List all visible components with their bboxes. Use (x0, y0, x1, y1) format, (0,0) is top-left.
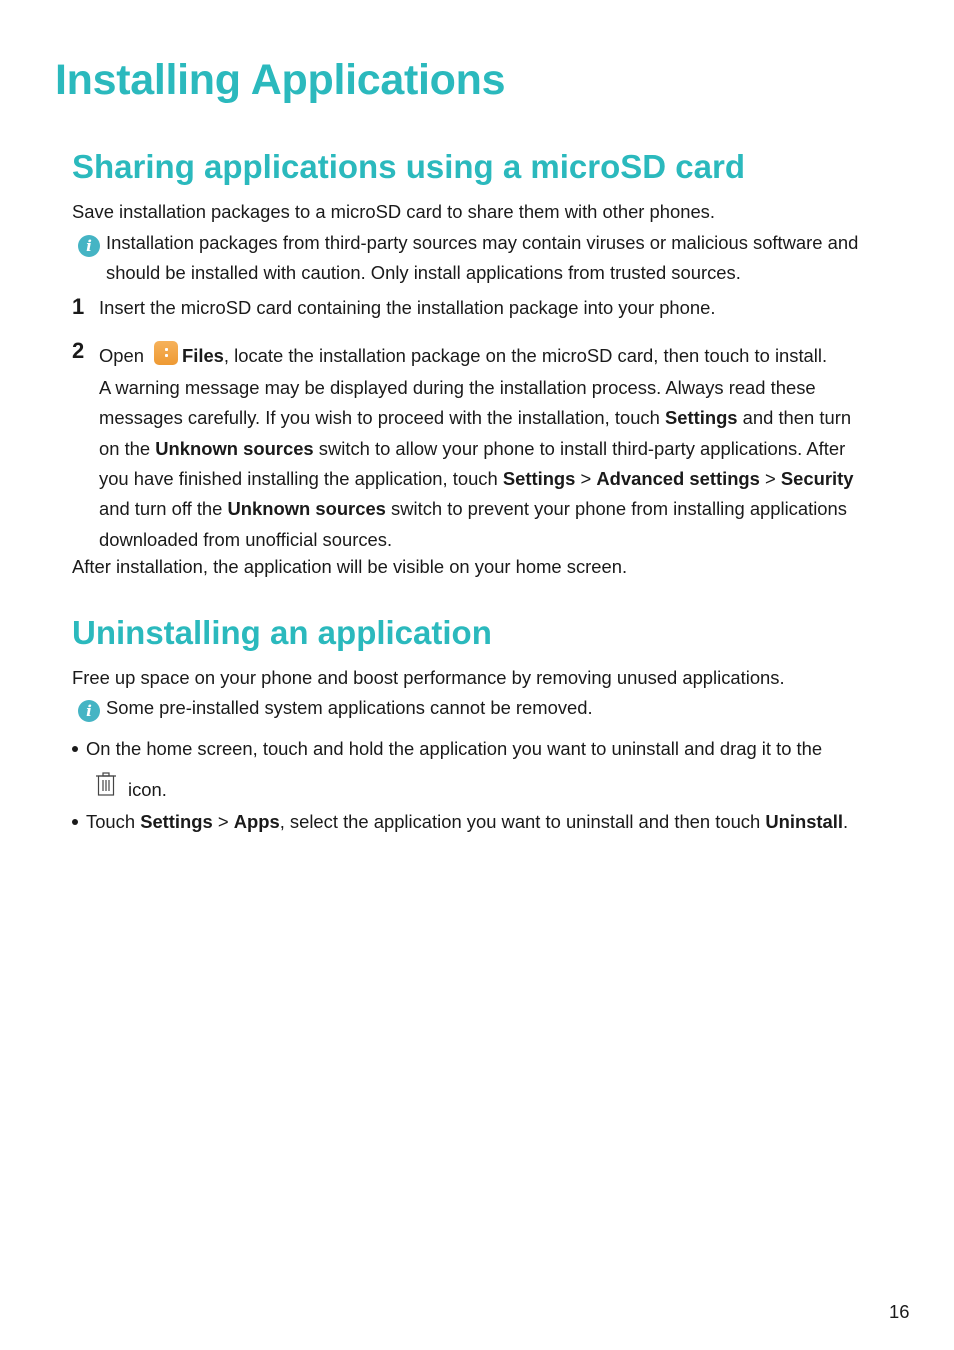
settings-term: Settings (664, 407, 738, 428)
section-heading-uninstalling: Uninstalling an application (72, 614, 492, 651)
warning-line-3 (99, 438, 845, 460)
warning-text: on the (99, 438, 156, 459)
step-2-number: 2 (72, 338, 85, 363)
path-separator: > (575, 468, 597, 489)
bullet-1-line-1 (72, 738, 822, 760)
warning-text: switch to prevent your phone from installing applications (385, 498, 847, 519)
warning-text: messages carefully. If you wish to proceed with the installation, touch (99, 407, 665, 428)
bullet-dot (72, 746, 78, 752)
security-term: Security (780, 468, 854, 489)
note-line-2: should be installed with caution. Only install applications from trusted sources. (106, 262, 741, 283)
step-2-text (99, 341, 827, 367)
bullet-dot (72, 819, 78, 825)
advanced-settings-term: Advanced settings (596, 468, 760, 489)
files-app-icon (154, 341, 178, 365)
bullet-1-line-2: icon. (128, 779, 167, 800)
bullet-1-text: On the home screen, touch and hold the application you want to uninstall and drag it to the (86, 738, 823, 759)
bullet-2 (72, 811, 848, 833)
uninstall-note: Some pre-installed system applications cannot be removed. (106, 697, 593, 718)
warning-text: and then turn (737, 407, 852, 428)
warning-text: switch to allow your phone to install third-party applications. After (313, 438, 846, 459)
warning-text: and turn off the (99, 498, 228, 519)
page-number: 16 (889, 1301, 910, 1322)
step-1-number: 1 (72, 294, 85, 319)
step-1-text: Insert the microSD card containing the installation package into your phone. (99, 297, 716, 318)
apps-term: Apps (233, 811, 280, 832)
warning-text: you have finished installing the application, touch (99, 468, 503, 489)
files-label: Files (182, 345, 224, 366)
warning-line-1: A warning message may be displayed during the installation process. Always read these (99, 377, 816, 398)
warning-line-5 (99, 498, 847, 520)
sharing-intro: Save installation packages to a microSD card to share them with other phones. (72, 201, 715, 222)
bullet-2-text: , select the application you want to uninstall and then touch (279, 811, 766, 832)
page-title: Installing Applications (55, 56, 506, 104)
settings-term: Settings (140, 811, 213, 832)
uninstall-term: Uninstall (765, 811, 844, 832)
section-heading-sharing: Sharing applications using a microSD card (72, 148, 745, 185)
bullet-2-text: . (843, 811, 849, 832)
info-icon: i (78, 235, 100, 257)
path-separator: > (212, 811, 234, 832)
warning-line-4 (99, 468, 853, 490)
path-separator: > (759, 468, 781, 489)
info-icon: i (78, 700, 100, 722)
after-installation-text: After installation, the application will be visible on your home screen. (72, 556, 628, 577)
warning-line-2 (99, 407, 851, 429)
note-line-1: Installation packages from third-party sources may contain viruses or malicious software and (106, 232, 859, 253)
settings-term: Settings (502, 468, 576, 489)
uninstalling-intro: Free up space on your phone and boost performance by removing unused applications. (72, 667, 785, 688)
step-2-open: Open (99, 345, 144, 366)
step-2-rest: , locate the installation package on the microSD card, then touch to install. (223, 345, 828, 366)
unknown-sources-term: Unknown sources (155, 438, 314, 459)
trash-icon (95, 772, 117, 796)
warning-line-6: downloaded from unofficial sources. (99, 529, 393, 550)
bullet-2-text: Touch (86, 811, 141, 832)
unknown-sources-term: Unknown sources (227, 498, 386, 519)
